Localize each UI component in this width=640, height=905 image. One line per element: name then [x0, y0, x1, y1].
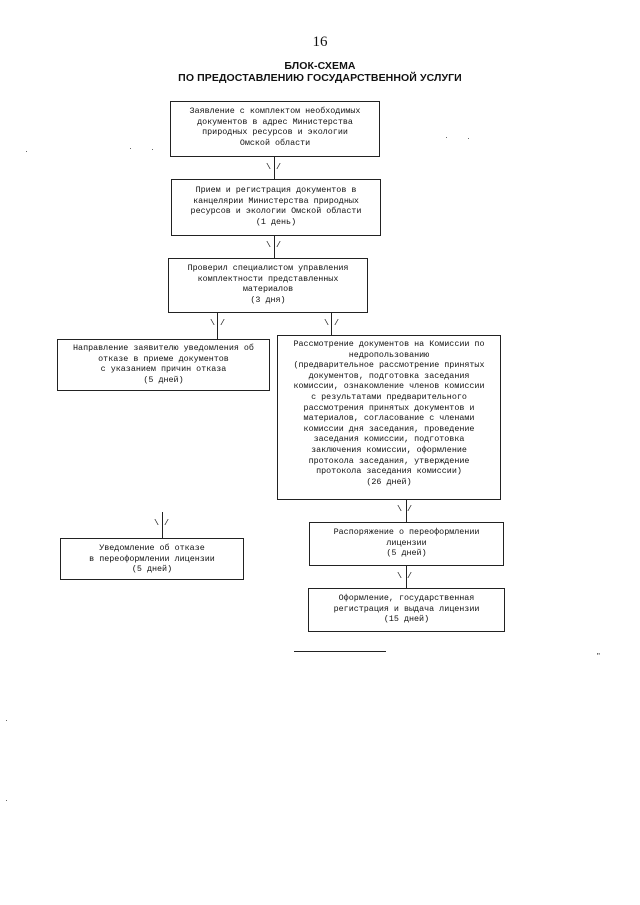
box-registration: Оформление, государственная регистрация и выдача лицензии (15 дней) [308, 588, 505, 632]
arrow-glyph: \ / [266, 240, 282, 250]
page-number: 16 [312, 34, 328, 50]
box-refusal-notice: Направление заявителю уведомления об отказе в приеме документов с указанием причин отказа (5 дней) [57, 339, 270, 391]
closing-mark: " [597, 652, 600, 661]
arrow-glyph: \ / [397, 504, 413, 514]
scan-speck [468, 138, 469, 139]
arrow-glyph: \ / [266, 162, 282, 172]
scan-speck [446, 137, 447, 138]
scan-speck [6, 800, 7, 801]
box-reissue-order: Распоряжение о переоформлении лицензии (5 дней) [309, 522, 504, 566]
flowchart-subtitle: ПО ПРЕДОСТАВЛЕНИЮ ГОСУДАРСТВЕННОЙ УСЛУГИ [178, 72, 462, 84]
box-commission: Рассмотрение документов на Комиссии по недропользованию (предварительное рассмотрение принятых документов, подготовка заседания комиссии, ознакомление членов комиссии с результатами предварительного рассмотрения принятых документов и материалов, согласование с членами комиссии дня заседания, проведение заседания комиссии, подготовка заключения комиссии, оформление протокола заседания, утверждение протокола заседания комиссии) (26 дней) [277, 335, 501, 500]
box-check: Проверил специалистом управления комплектности представленных материалов (3 дня) [168, 258, 368, 313]
arrow-glyph: \ / [324, 318, 340, 328]
branch-line [162, 503, 407, 504]
scan-speck [26, 151, 27, 152]
arrow-glyph: \ / [397, 571, 413, 581]
scan-speck [152, 149, 153, 150]
arrow-glyph: \ / [154, 518, 170, 528]
box-application: Заявление с комплектом необходимых документов в адрес Министерства природных ресурсов и экологии Омской области [170, 101, 380, 157]
scan-speck [6, 720, 7, 721]
scan-speck [130, 148, 131, 149]
closing-rule [294, 651, 386, 652]
arrow-glyph: \ / [210, 318, 226, 328]
flowchart-title: БЛОК-СХЕМА [284, 60, 356, 72]
box-reception: Прием и регистрация документов в канцелярии Министерства природных ресурсов и экологии Омской области (1 день) [171, 179, 381, 236]
box-reissue-refusal: Уведомление об отказе в переоформлении лицензии (5 дней) [60, 538, 244, 580]
